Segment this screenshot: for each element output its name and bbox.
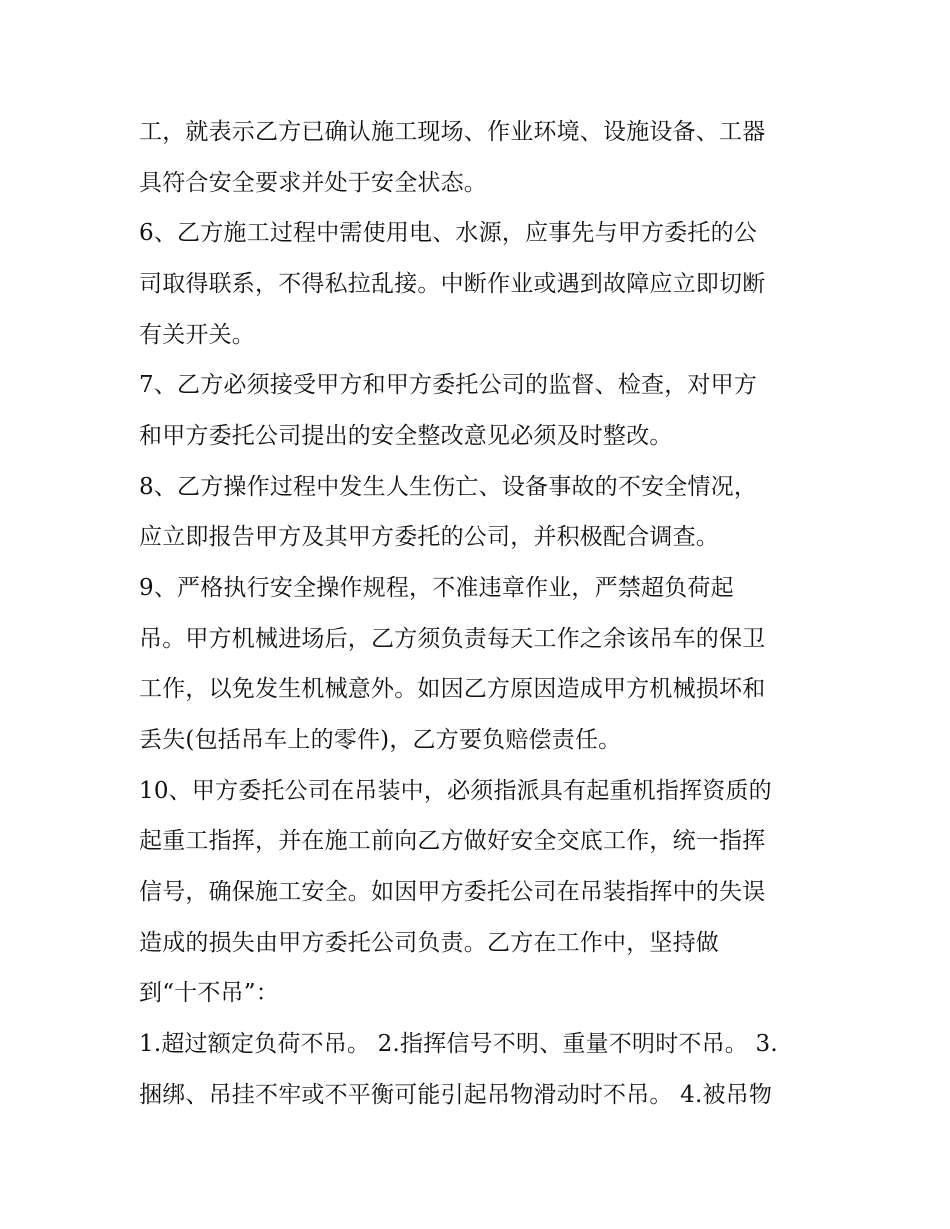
- text-line: 7、乙方必须接受甲方和甲方委托公司的监督、检查，对甲方: [139, 372, 758, 398]
- text-line: 司取得联系，不得私拉乱接。中断作业或遇到故障应立即切断: [139, 271, 766, 297]
- text-line: 起重工指挥，并在施工前向乙方做好安全交底工作，统一指挥: [139, 828, 766, 854]
- text-line: 6、乙方施工过程中需使用电、水源，应事先与甲方委托的公: [139, 220, 758, 246]
- text-line: 8、乙方操作过程中发生人生伤亡、设备事故的不安全情况，: [139, 474, 758, 500]
- text-line: 具符合安全要求并处于安全状态。: [139, 170, 487, 196]
- text-line: 工，就表示乙方已确认施工现场、作业环境、设施设备、工器: [139, 119, 766, 145]
- text-line: 1.超过额定负荷不吊。 2.指挥信号不明、重量不明时不吊。 3.: [139, 1031, 778, 1057]
- text-line: 信号，确保施工安全。如因甲方委托公司在吊装指挥中的失误: [139, 879, 766, 905]
- text-line: 应立即报告甲方及其甲方委托的公司，并积极配合调查。: [139, 524, 719, 550]
- text-line: 10、甲方委托公司在吊装中，必须指派具有起重机指挥资质的: [139, 778, 772, 804]
- text-line: 捆绑、吊挂不牢或不平衡可能引起吊物滑动时不吊。 4.被吊物: [139, 1082, 773, 1108]
- text-line: 9、严格执行安全操作规程，不准违章作业，严禁超负荷起: [139, 575, 734, 601]
- text-line: 到“十不吊”：: [139, 980, 279, 1006]
- text-line: 造成的损失由甲方委托公司负责。乙方在工作中，坚持做: [139, 930, 719, 956]
- text-line: 吊。甲方机械进场后，乙方须负责每天工作之余该吊车的保卫: [139, 626, 766, 652]
- text-line: 有关开关。: [139, 322, 255, 348]
- text-line: 和甲方委托公司提出的安全整改意见必须及时整改。: [139, 423, 673, 449]
- text-line: 工作，以免发生机械意外。如因乙方原因造成甲方机械损坏和: [139, 676, 766, 702]
- text-line: 丢失(包括吊车上的零件)，乙方要负赔偿责任。: [139, 727, 622, 753]
